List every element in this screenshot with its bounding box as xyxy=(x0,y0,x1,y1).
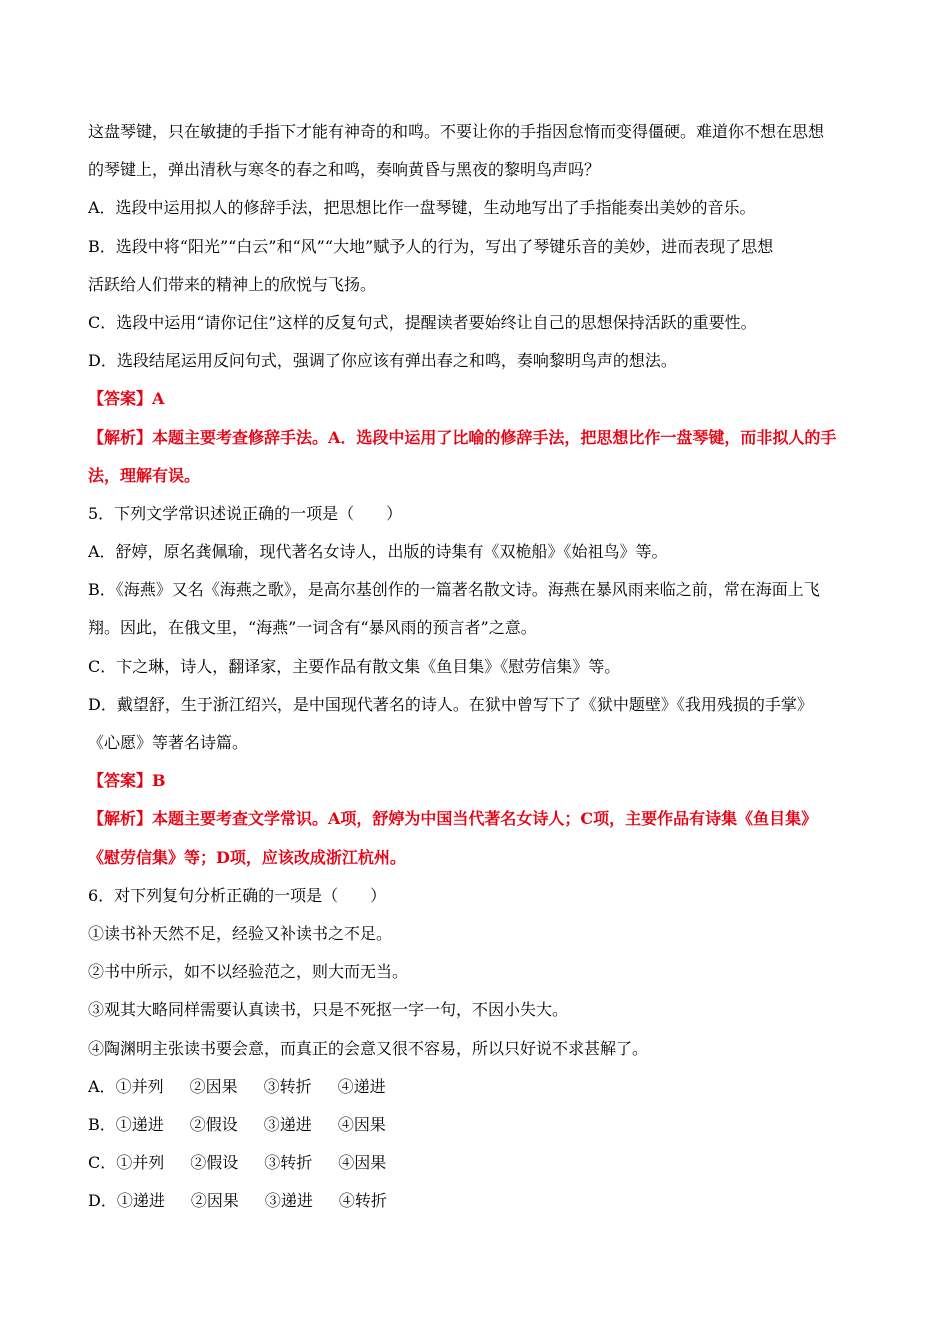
option-item: ①递进 xyxy=(116,1191,165,1211)
option-item: ③递进 xyxy=(264,1191,313,1211)
passage-line: 这盘琴键，只在敏捷的手指下才能有神奇的和鸣。不要让你的手指因怠惰而变得僵硬。难道你不想在思想 xyxy=(88,122,825,141)
option-item: ③转折 xyxy=(264,1153,313,1173)
option-c xyxy=(88,1144,868,1182)
option-item: ②假设 xyxy=(190,1153,239,1173)
option-item: ④因果 xyxy=(337,1114,386,1134)
document-page xyxy=(88,113,868,1220)
analysis-line: 《慰劳信集》等；D项，应该改成浙江杭州。 xyxy=(88,847,406,867)
option-item: ②因果 xyxy=(190,1191,239,1211)
option-label: B． xyxy=(88,1114,116,1134)
option-d: D．戴望舒，生于浙江绍兴，是中国现代著名的诗人。在狱中曾写下了《狱中题壁》《我用残损的手掌》 xyxy=(88,694,813,714)
option-a xyxy=(88,1068,868,1106)
passage-line: 的琴键上，弹出清秋与寒冬的春之和鸣，奏响黄昏与黑夜的黎明鸟声吗？ xyxy=(88,160,601,180)
option-item: ①并列 xyxy=(116,1153,165,1173)
option-label: C． xyxy=(88,1153,117,1173)
option-b xyxy=(88,1106,868,1144)
question-stem: 6．对下列复句分析正确的一项是（ ） xyxy=(88,885,387,905)
option-item: ④转折 xyxy=(338,1191,387,1211)
question-6 xyxy=(88,877,868,1221)
answer-line xyxy=(88,762,868,800)
option-item: ②因果 xyxy=(189,1076,238,1096)
option-d: D．选段结尾运用反问句式，强调了你应该有弹出春之和鸣，奏响黎明鸟声的想法。 xyxy=(88,351,677,371)
sentence-1: ①读书补天然不足，经验又补读书之不足。 xyxy=(88,923,393,943)
option-item: ②假设 xyxy=(189,1114,238,1134)
option-item: ①并列 xyxy=(115,1076,164,1096)
option-item: ④因果 xyxy=(338,1153,387,1173)
question-stem: 5．下列文学常识述说正确的一项是（ ） xyxy=(88,503,403,523)
option-item: ③转折 xyxy=(263,1076,312,1096)
analysis-line: 【解析】本题主要考查修辞手法。A．选段中运用了比喻的修辞手法，把思想比作一盘琴键，而非拟人的手 xyxy=(88,427,837,447)
option-c: C．选段中运用“请你记住”这样的反复句式，提醒读者要始终让自己的思想保持活跃的重要性。 xyxy=(88,312,757,332)
option-a: A．选段中运用拟人的修辞手法，把思想比作一盘琴键，生动地写出了手指能奏出美妙的音乐。 xyxy=(88,198,756,218)
question-5 xyxy=(88,495,868,877)
option-item: ①递进 xyxy=(115,1114,164,1134)
answer-tag: 【答案】 xyxy=(88,771,153,791)
option-d xyxy=(88,1182,868,1220)
option-b: B．选段中将“阳光”“白云”和“风”“大地”赋予人的行为，写出了琴键乐音的美妙，进而表现了思想 xyxy=(88,236,774,256)
option-c: C．卞之琳，诗人，翻译家，主要作品有散文集《鱼目集》《慰劳信集》等。 xyxy=(88,656,621,676)
sentence-3: ③观其大略同样需要认真读书，只是不死抠一字一句，不因小失大。 xyxy=(88,1000,569,1020)
question-4 xyxy=(88,113,868,495)
option-item: ④递进 xyxy=(337,1076,386,1096)
option-a: A．舒婷，原名龚佩瑜，现代著名女诗人，出版的诗集有《双桅船》《始祖鸟》等。 xyxy=(88,542,668,562)
sentence-4: ④陶渊明主张读书要会意，而真正的会意又很不容易，所以只好说不求甚解了。 xyxy=(88,1038,649,1058)
option-label: A． xyxy=(88,1076,116,1096)
answer-value: B xyxy=(152,771,166,791)
analysis-line: 法，理解有误。 xyxy=(88,465,201,485)
option-b-cont: 活跃给人们带来的精神上的欣悦与飞扬。 xyxy=(88,274,377,294)
analysis-line: 【解析】本题主要考查文学常识。A项，舒婷为中国当代著名女诗人；C项，主要作品有诗集《鱼目集》 xyxy=(88,809,818,829)
option-d-cont: 《心愿》等著名诗篇。 xyxy=(88,733,249,752)
answer-tag: 【答案】 xyxy=(88,389,153,409)
answer-value: A xyxy=(152,389,165,409)
sentence-2: ②书中所示，如不以经验范之，则大而无当。 xyxy=(88,962,409,982)
option-item: ③递进 xyxy=(263,1114,312,1134)
option-label: D． xyxy=(88,1191,117,1211)
answer-line xyxy=(88,380,868,418)
option-b-cont: 翔。因此，在俄文里，“海燕”一词含有“暴风雨的预言者”之意。 xyxy=(88,618,537,638)
option-b: B．《海燕》又名《海燕之歌》，是高尔基创作的一篇著名散文诗。海燕在暴风雨来临之前，常在海面上飞 xyxy=(88,580,820,600)
